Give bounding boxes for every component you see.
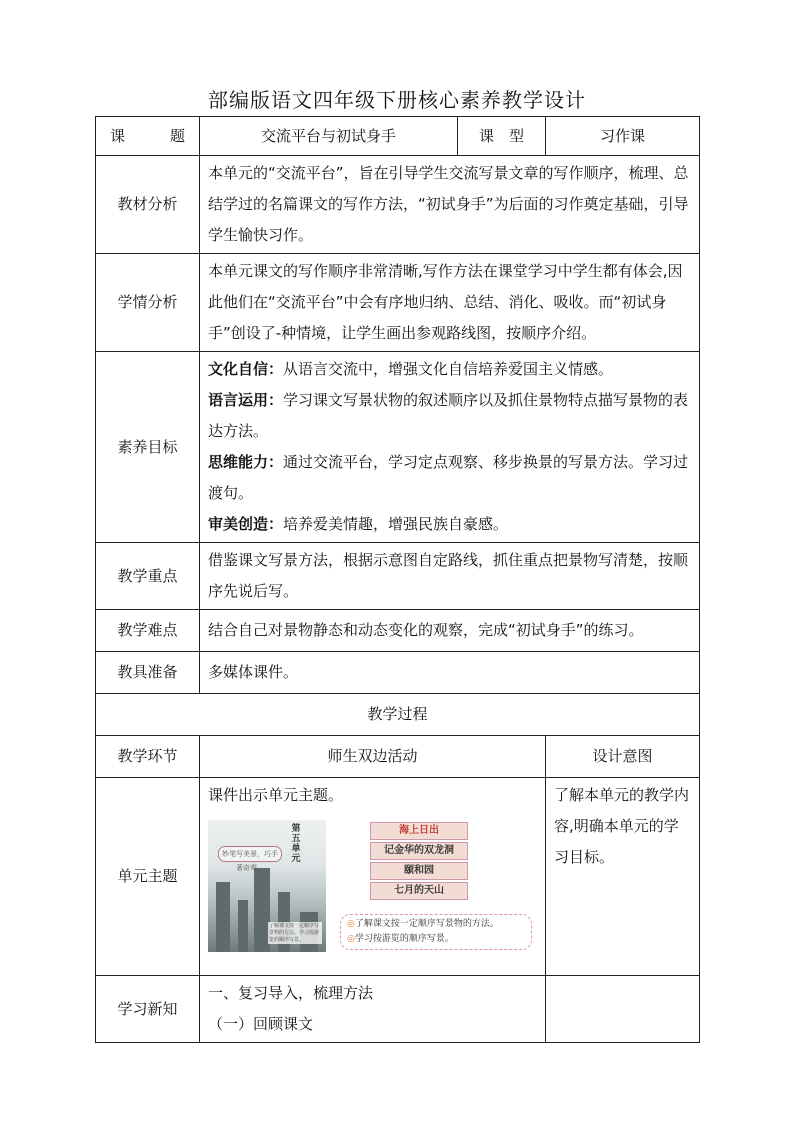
row-key-points bbox=[96, 543, 700, 610]
unit-theme-activity-text: 课件出示单元主题。 bbox=[208, 786, 344, 804]
material-analysis-text: 本单元的“交流平台”，旨在引导学生交流写景文章的写作顺序，梳理、总结学过的名篇课文的写作方法，“初试身手”为后面的习作奠定基础，引导学生愉快习作。 bbox=[200, 156, 700, 254]
row-unit-theme bbox=[96, 778, 700, 976]
goal-item: 语言运用：学习课文写景状物的叙述顺序以及抓住景物特点描写景物的表达方法。 bbox=[208, 391, 689, 440]
col-intent-header: 设计意图 bbox=[546, 736, 700, 778]
literacy-goals-list bbox=[200, 352, 700, 543]
slide-lesson: 七月的天山 bbox=[370, 882, 468, 900]
slide-lesson: 海上日出 bbox=[370, 822, 468, 840]
new-knowledge-intent bbox=[546, 976, 700, 1043]
student-analysis-text: 本单元课文的写作顺序非常清晰,写作方法在课堂学习中学生都有体会,因此他们在“交流平台”中会有序地归纳、总结、消化、吸收。而“初试身手”创设了-种情境，让学生画出参观路线图，按顺序介绍。 bbox=[200, 254, 700, 352]
slide-unit-tag: 第五单元 bbox=[291, 824, 301, 864]
slide-goals: ◎了解课文按一定顺序写景物的方法。 ◎学习按游览的顺序写景。 bbox=[340, 914, 532, 950]
teaching-aids-label: 教具准备 bbox=[96, 652, 200, 694]
new-knowledge-line: 一、复习导入，梳理方法 bbox=[208, 984, 374, 1002]
type-label: 课 型 bbox=[458, 117, 546, 156]
slide-lesson: 记金华的双龙洞 bbox=[370, 842, 468, 860]
col-activity-header: 师生双边活动 bbox=[200, 736, 546, 778]
row-student-analysis bbox=[96, 254, 700, 352]
slide-slogan: 妙笔写美景，巧手著奇观。 bbox=[218, 846, 282, 862]
goal-item: 思维能力：通过交流平台，学习定点观察、移步换景的写景方法。学习过渡句。 bbox=[208, 453, 689, 502]
process-heading: 教学过程 bbox=[96, 694, 700, 736]
new-knowledge-line: （一）回顾课文 bbox=[208, 1015, 314, 1033]
slide-lesson: 颐和园 bbox=[370, 862, 468, 880]
new-knowledge-activity bbox=[200, 976, 546, 1043]
row-teaching-aids bbox=[96, 652, 700, 694]
row-material-analysis bbox=[96, 156, 700, 254]
difficulties-text: 结合自己对景物静态和动态变化的观察，完成“初试身手”的练习。 bbox=[200, 610, 700, 652]
unit-theme-activity bbox=[200, 778, 546, 976]
row-new-knowledge bbox=[96, 976, 700, 1043]
literacy-goals-label: 素养目标 bbox=[96, 352, 200, 543]
col-stage-header: 教学环节 bbox=[96, 736, 200, 778]
document-title: 部编版语文四年级下册核心素养教学设计 bbox=[208, 88, 586, 112]
lesson-plan-table bbox=[95, 116, 700, 1043]
goal-item: 文化自信：从语言交流中，增强文化自信培养爱国主义情感。 bbox=[208, 360, 614, 378]
unit-theme-label: 单元主题 bbox=[96, 778, 200, 976]
new-knowledge-label: 学习新知 bbox=[96, 976, 200, 1043]
row-process-columns bbox=[96, 736, 700, 778]
type-value: 习作课 bbox=[546, 117, 700, 156]
bullet-icon: ◎ bbox=[347, 919, 355, 929]
unit-slide-image bbox=[208, 818, 534, 954]
row-literacy-goals bbox=[96, 352, 700, 543]
topic-label: 课 题 bbox=[96, 117, 200, 156]
material-analysis-label: 教材分析 bbox=[96, 156, 200, 254]
bullet-icon: ◎ bbox=[347, 934, 355, 944]
goal-item: 审美创造：培养爱美情趣，增强民族自豪感。 bbox=[208, 515, 509, 533]
row-difficulties bbox=[96, 610, 700, 652]
row-process-heading bbox=[96, 694, 700, 736]
unit-theme-intent: 了解本单元的教学内容,明确本单元的学习目标。 bbox=[546, 778, 700, 976]
key-points-text: 借鉴课文写景方法，根据示意图自定路线，抓住重点把景物写清楚，按顺序先说后写。 bbox=[200, 543, 700, 610]
landscape-painting bbox=[208, 820, 326, 952]
teaching-aids-text: 多媒体课件。 bbox=[200, 652, 700, 694]
header-row bbox=[96, 117, 700, 156]
key-points-label: 教学重点 bbox=[96, 543, 200, 610]
difficulties-label: 教学难点 bbox=[96, 610, 200, 652]
topic-value: 交流平台与初试身手 bbox=[200, 117, 458, 156]
student-analysis-label: 学情分析 bbox=[96, 254, 200, 352]
slide-note: 了解课文按一定顺序写景物的方法。学习按游览的顺序写景。 bbox=[268, 922, 322, 944]
